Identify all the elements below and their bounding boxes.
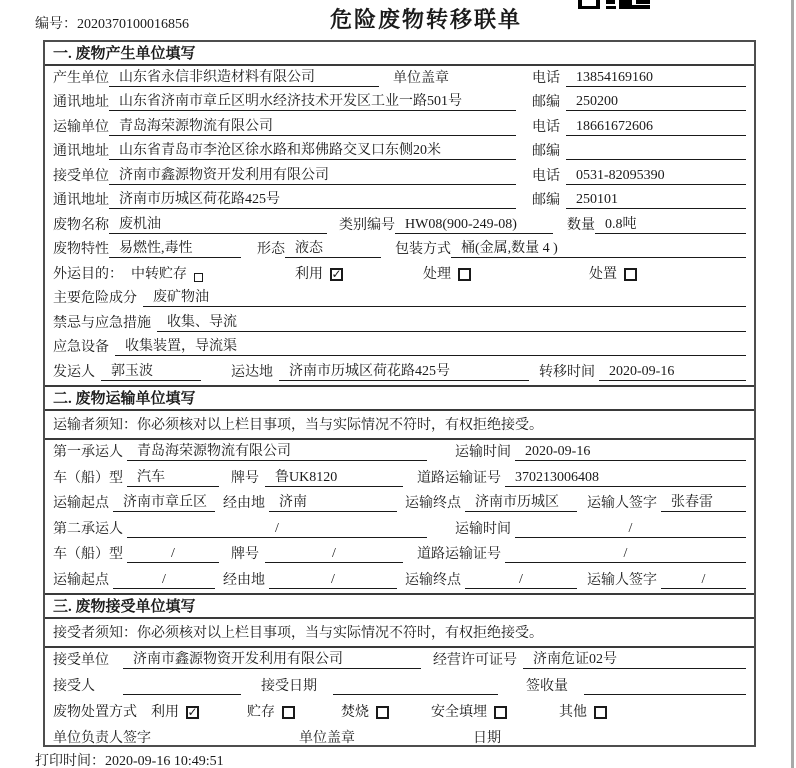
disposal-other-checkbox-unchecked xyxy=(594,706,607,719)
disposal-store-checkbox-unchecked xyxy=(282,706,295,719)
route1-row xyxy=(45,491,754,517)
accept-unit-label: 接受单位 xyxy=(53,653,109,669)
transporter-notice-text: 你必须核对以上栏目事项，当与实际情况不符时，有权拒绝接受。 xyxy=(137,418,543,433)
time2-label: 运输时间 xyxy=(455,521,511,537)
purpose-option-dispose-label: 处置 xyxy=(589,266,617,282)
end2-label: 运输终点 xyxy=(405,572,461,588)
phone1-value: 13854169160 xyxy=(566,70,746,87)
taboo-value: 收集、导流 xyxy=(157,311,746,332)
vehicle2-value: / xyxy=(127,546,219,563)
plate2-value: / xyxy=(265,546,403,563)
addr1-value: 山东省济南市章丘区明水经济技术开发区工业一路501号 xyxy=(109,90,516,111)
accept-unit-row xyxy=(45,648,754,674)
purpose-transfer-checkbox-unchecked xyxy=(194,273,203,282)
waste-name-row xyxy=(45,213,754,238)
purpose-treat-checkbox-unchecked xyxy=(458,268,471,281)
unit-seal-label: 单位盖章 xyxy=(299,730,355,746)
receiver-notice-text: 你必须核对以上栏目事项，当与实际情况不符时，有权拒绝接受。 xyxy=(137,626,543,641)
zip1-value: 250200 xyxy=(566,94,746,111)
consignor-row xyxy=(45,360,754,385)
sign2-label: 运输人签字 xyxy=(587,572,657,588)
sign1-value: 张春雷 xyxy=(661,491,746,512)
packing-label: 包装方式 xyxy=(395,242,451,257)
hazard-row xyxy=(45,287,754,312)
transporter-label: 运输单位 xyxy=(53,119,109,135)
plate2-label: 牌号 xyxy=(231,547,259,562)
end1-label: 运输终点 xyxy=(405,496,461,511)
purpose-label: 外运目的： xyxy=(53,266,123,282)
phone1-label: 电话 xyxy=(532,70,560,86)
carrier1-label: 第一承运人 xyxy=(53,445,123,460)
sign2-value: / xyxy=(661,572,746,589)
character-label: 废物特性 xyxy=(53,242,109,257)
waste-name-value: 废机油 xyxy=(109,213,327,234)
license2-value: / xyxy=(505,546,746,563)
responsible-sign-label: 单位负责人签字 xyxy=(53,730,151,746)
receiver-value: 济南市鑫源物资开发利用有限公司 xyxy=(109,164,516,185)
hazard-value: 废矿物油 xyxy=(143,286,746,307)
addr3-value: 济南市历城区荷花路425号 xyxy=(109,188,516,209)
receiver-notice xyxy=(45,619,754,648)
transporter-notice-label: 运输者须知： xyxy=(53,418,137,433)
purpose-option-utilize-label: 利用 xyxy=(295,266,323,282)
phone3-value: 0531-82095390 xyxy=(566,168,746,185)
qty-value: 0.8吨 xyxy=(595,213,746,234)
print-time-label: 打印时间： xyxy=(35,754,105,768)
disposal-option-utilize-label: 利用 xyxy=(151,704,179,720)
receiver-address-row xyxy=(45,189,754,214)
receiver-label: 接受单位 xyxy=(53,168,109,184)
time1-value: 2020-09-16 xyxy=(515,444,746,461)
zip3-label: 邮编 xyxy=(532,193,560,208)
addr2-label: 通讯地址 xyxy=(53,144,109,159)
consignor-label: 发运人 xyxy=(53,364,95,380)
via1-value: 济南 xyxy=(269,491,397,512)
zip3-value: 250101 xyxy=(566,192,746,209)
phone2-label: 电话 xyxy=(532,119,560,135)
carrier2-value: / xyxy=(127,521,427,538)
destination-value: 济南市历城区荷花路425号 xyxy=(279,360,529,381)
addr3-label: 通讯地址 xyxy=(53,193,109,208)
date-value xyxy=(515,730,746,747)
qty-label: 数量 xyxy=(567,217,595,233)
accept-date-label: 接受日期 xyxy=(261,679,317,695)
carrier2-row xyxy=(45,516,754,542)
section-1-header: 一. 废物产生单位填写 xyxy=(45,42,754,66)
serial-line xyxy=(35,13,189,33)
serial-label: 编号： xyxy=(35,17,77,32)
phone3-label: 电话 xyxy=(532,168,560,184)
transfer-date-label: 转移时间 xyxy=(539,364,595,380)
transporter-value: 青岛海荣源物流有限公司 xyxy=(109,115,516,136)
via1-label: 经由地 xyxy=(223,496,265,511)
license1-label: 道路运输证号 xyxy=(417,470,501,486)
plate1-label: 牌号 xyxy=(231,470,259,486)
disposal-option-burn-label: 焚烧 xyxy=(341,704,369,720)
receiver-notice-label: 接受者须知： xyxy=(53,626,137,641)
end2-value: / xyxy=(465,572,577,589)
receiver-row xyxy=(45,164,754,189)
page-right-edge xyxy=(791,0,794,768)
route2-row xyxy=(45,567,754,593)
page-title: 危险废物转移联单 xyxy=(330,7,523,32)
taboo-label: 禁忌与应急措施 xyxy=(53,315,151,331)
section-2-header: 二. 废物运输单位填写 xyxy=(45,385,754,411)
purpose-row xyxy=(45,262,754,287)
transporter-notice xyxy=(45,411,754,440)
vehicle2-row xyxy=(45,542,754,568)
permit-label: 经营许可证号 xyxy=(433,653,517,669)
accept-date-value xyxy=(333,678,498,695)
permit-value: 济南危证02号 xyxy=(523,648,746,669)
zip2-value xyxy=(566,143,746,160)
print-time-line xyxy=(35,750,224,768)
equipment-value: 收集装置，导流渠 xyxy=(115,335,746,356)
purpose-option-transfer-label: 中转贮存 xyxy=(131,266,187,282)
form-value: 液态 xyxy=(285,237,381,258)
seal-label: 单位盖章 xyxy=(393,70,449,86)
disposal-burn-checkbox-unchecked xyxy=(376,706,389,719)
end1-value: 济南市历城区 xyxy=(465,491,577,512)
received-qty-value xyxy=(584,678,746,695)
category-label: 类别编号 xyxy=(339,217,395,233)
taboo-row xyxy=(45,311,754,336)
packing-value: 桶(金属,数量 4 ) xyxy=(451,237,746,258)
vehicle1-row xyxy=(45,465,754,491)
producer-value: 山东省永信非织造材料有限公司 xyxy=(109,66,379,87)
date-label: 日期 xyxy=(473,730,501,746)
purpose-option-treat-label: 处理 xyxy=(423,266,451,282)
disposal-option-other-label: 其他 xyxy=(559,704,587,720)
section-3-header: 三. 废物接受单位填写 xyxy=(45,593,754,619)
purpose-utilize-checkbox-checked: ✓ xyxy=(331,267,342,281)
print-time-value: 2020-09-16 10:49:51 xyxy=(105,754,224,768)
transporter-address-row xyxy=(45,140,754,165)
purpose-dispose-checkbox-unchecked xyxy=(624,268,637,281)
vehicle1-label: 车（船）型 xyxy=(53,470,123,486)
origin2-label: 运输起点 xyxy=(53,572,109,588)
phone2-value: 18661672606 xyxy=(566,119,746,136)
producer-row xyxy=(45,66,754,91)
disposal-option-landfill-label: 安全填埋 xyxy=(431,704,487,720)
sign1-label: 运输人签字 xyxy=(587,496,657,511)
equipment-row xyxy=(45,336,754,361)
carrier1-value: 青岛海荣源物流有限公司 xyxy=(127,440,427,461)
character-value: 易燃性,毒性 xyxy=(109,237,241,258)
accept-unit-value: 济南市鑫源物资开发利用有限公司 xyxy=(123,648,421,669)
received-qty-label: 签收量 xyxy=(526,679,568,695)
origin2-value: / xyxy=(113,572,215,589)
via2-label: 经由地 xyxy=(223,572,265,588)
origin1-value: 济南市章丘区 xyxy=(113,491,215,512)
origin1-label: 运输起点 xyxy=(53,496,109,511)
disposal-label: 废物处置方式 xyxy=(53,704,137,720)
equipment-label: 应急设备 xyxy=(53,340,109,355)
acceptor-label: 接受人 xyxy=(53,679,95,695)
responsible-sign-value xyxy=(169,730,281,747)
addr2-value: 山东省青岛市李沧区徐水路和郑佛路交叉口东侧20米 xyxy=(109,139,516,160)
responsible-sign-row xyxy=(45,725,754,747)
transporter-row xyxy=(45,115,754,140)
license1-value: 370213006408 xyxy=(505,470,746,487)
acceptor-value xyxy=(123,678,241,695)
zip2-label: 邮编 xyxy=(532,144,560,159)
license2-label: 道路运输证号 xyxy=(417,547,501,562)
destination-label: 运达地 xyxy=(231,364,273,380)
acceptor-row xyxy=(45,673,754,699)
vehicle2-label: 车（船）型 xyxy=(53,547,123,562)
disposal-option-store-label: 贮存 xyxy=(247,704,275,720)
transfer-date-value: 2020-09-16 xyxy=(599,364,746,381)
addr1-label: 通讯地址 xyxy=(53,95,109,110)
category-value: HW08(900-249-08) xyxy=(395,217,553,234)
zip1-label: 邮编 xyxy=(532,95,560,110)
carrier2-label: 第二承运人 xyxy=(53,521,123,537)
disposal-row xyxy=(45,699,754,725)
disposal-utilize-checkbox-checked: ✓ xyxy=(187,705,198,720)
producer-address-row xyxy=(45,91,754,116)
plate1-value: 鲁UK8120 xyxy=(265,466,403,487)
form-table xyxy=(43,40,756,747)
consignor-value: 郭玉波 xyxy=(101,360,201,381)
carrier1-row xyxy=(45,440,754,466)
via2-value: / xyxy=(269,572,397,589)
time1-label: 运输时间 xyxy=(455,445,511,460)
producer-label: 产生单位 xyxy=(53,70,109,86)
waste-name-label: 废物名称 xyxy=(53,217,109,233)
hazard-label: 主要危险成分 xyxy=(53,291,137,306)
waste-character-row xyxy=(45,238,754,263)
qr-code-fragment-icon xyxy=(578,0,650,10)
serial-number: 2020370100016856 xyxy=(77,17,189,32)
vehicle1-value: 汽车 xyxy=(127,466,219,487)
form-label: 形态 xyxy=(257,242,285,257)
time2-value: / xyxy=(515,521,746,538)
disposal-landfill-checkbox-unchecked xyxy=(494,706,507,719)
